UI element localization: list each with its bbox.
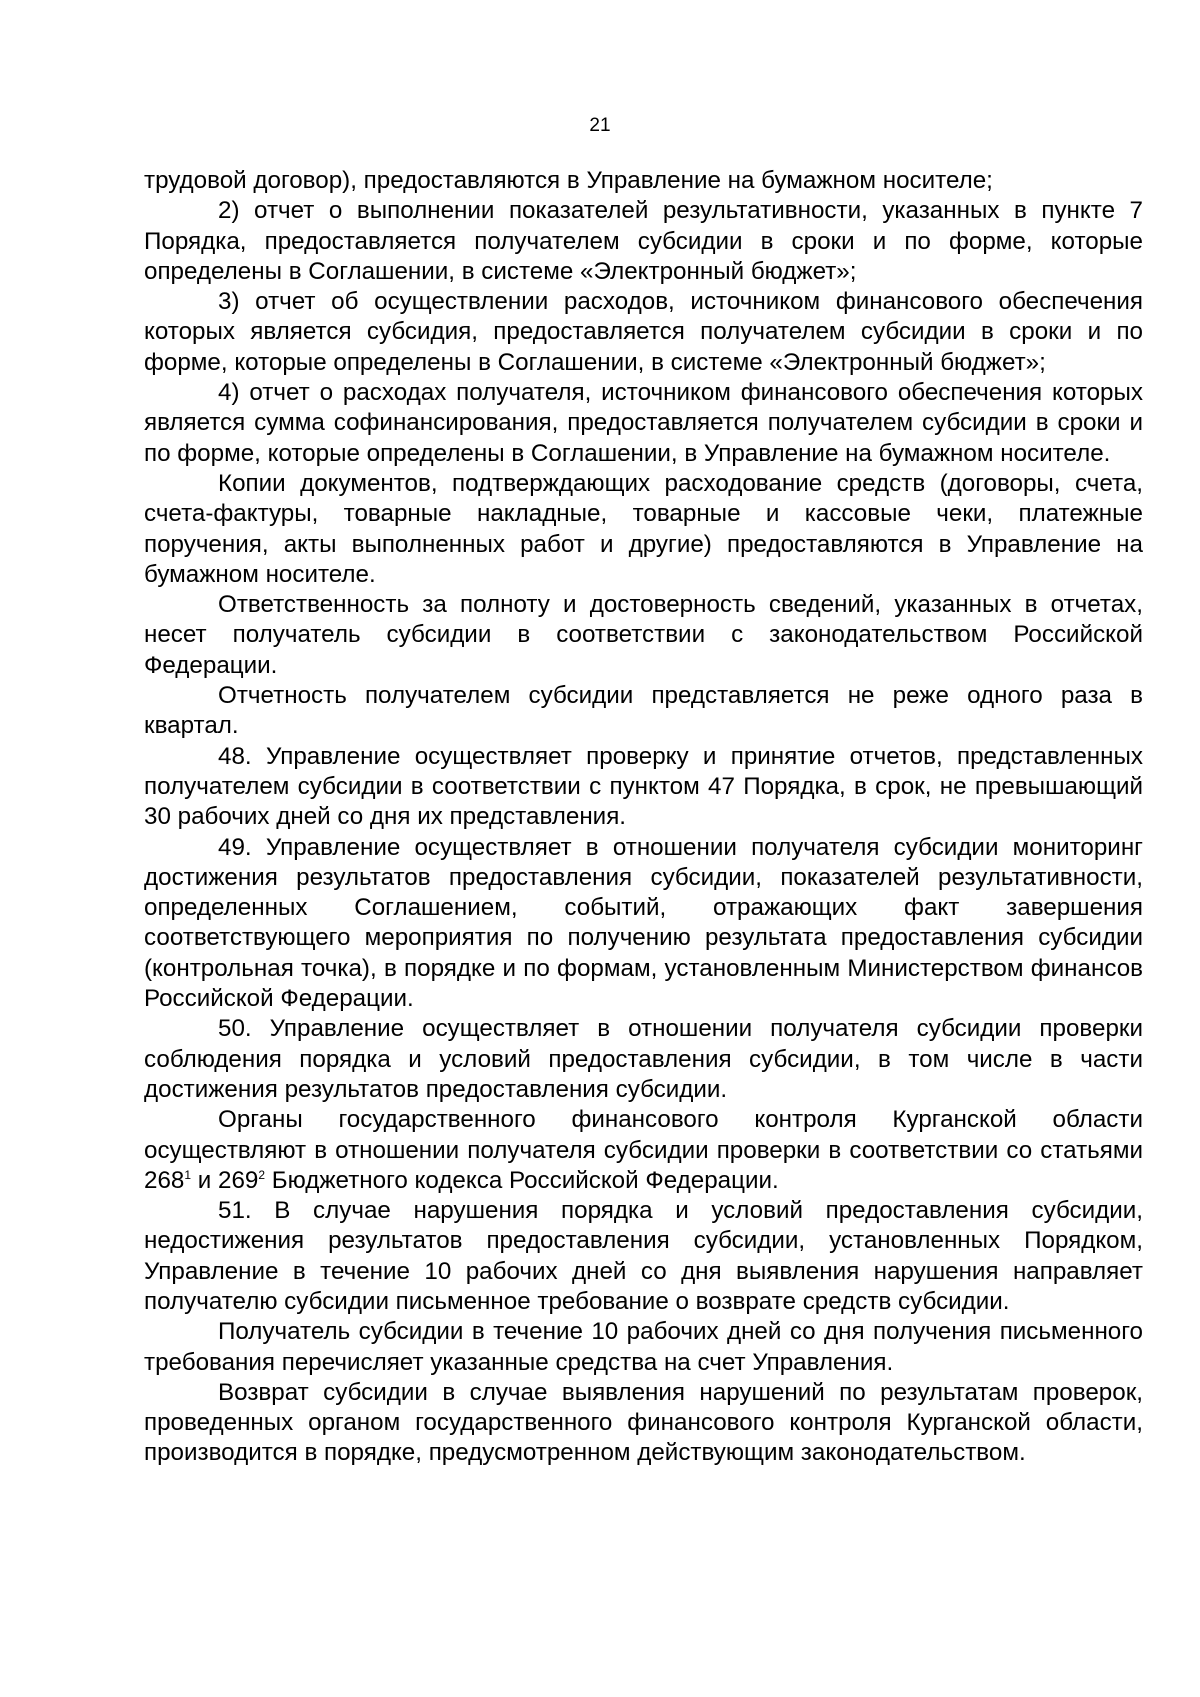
paragraph-document-copies: Копии документов, подтверждающих расходование средств (договоры, счета, счета-фактуры, товарные накладные, товарные и кассовые чеки, платежные поручения, акты выполненных работ и другие) предоставляются в Управление на бумажном носителе.: [144, 469, 1143, 588]
paragraph-item-2-report: 2) отчет о выполнении показателей результативности, указанных в пункте 7 Порядка, предоставляется получателем субсидии в сроки и по форме, которые определены в Соглашении, в системе «Электронный бюджет»;: [144, 197, 1143, 285]
paragraph-refund-deadline: Получатель субсидии в течение 10 рабочих дней со дня получения письменного требования перечисляет указанные средства на счет Управления.: [144, 1318, 1143, 1376]
document-body: [144, 166, 1143, 1469]
paragraph-49: 49. Управление осуществляет в отношении получателя субсидии мониторинг достижения результатов предоставления субсидии, показателей результативности, определенных Соглашением, событий, отражающих факт завершения соответствующего мероприятия по получению результата предоставления субсидии (контрольная точка), в порядке и по формам, установленным Министерством финансов Российской Федерации.: [144, 833, 1143, 1013]
paragraph-responsibility: Ответственность за полноту и достоверность сведений, указанных в отчетах, несет получатель субсидии в соответствии с законодательством Российской Федерации.: [144, 591, 1143, 679]
page-number: 21: [589, 115, 611, 136]
control-text-after: Бюджетного кодекса Российской Федерации.: [265, 1166, 779, 1194]
paragraph-51: 51. В случае нарушения порядка и условий предоставления субсидии, недостижения результатов предоставления субсидии, установленных Порядком, Управление в течение 10 рабочих дней со дня выявления нарушения направляет получателю субсидии письменное требование о возврате средств субсидии.: [144, 1197, 1143, 1315]
paragraph-48: 48. Управление осуществляет проверку и принятие отчетов, представленных получателем субсидии в соответствии с пунктом 47 Порядка, в срок, не превышающий 30 рабочих дней со дня их представления.: [144, 742, 1143, 831]
paragraph-refund-audit: Возврат субсидии в случае выявления нарушений по результатам проверок, проведенных органом государственного финансового контроля Курганской области, производится в порядке, предусмотренном действующим законодательством.: [144, 1378, 1143, 1467]
control-text-middle: и 269: [191, 1166, 259, 1194]
paragraph-item-4-report: 4) отчет о расходах получателя, источником финансового обеспечения которых является сумма софинансирования, предоставляется получателем субсидии в сроки и по форме, которые определены в Соглашении, в Управление на бумажном носителе.: [144, 379, 1143, 467]
control-text-before: Органы государственного финансового контроля Курганской области осуществляют в отношении получателя субсидии проверки в соответствии со статьями 268: [144, 1106, 1143, 1194]
article-superscript-1: 1: [184, 1167, 192, 1182]
paragraph-continuation: трудовой договор), предоставляются в Управление на бумажном носителе;: [144, 167, 993, 194]
paragraph-financial-control: [144, 1105, 1143, 1196]
paragraph-reporting-frequency: Отчетность получателем субсидии представляется не реже одного раза в квартал.: [144, 682, 1143, 740]
paragraph-item-3-report: 3) отчет об осуществлении расходов, источником финансового обеспечения которых является субсидия, предоставляется получателем субсидии в сроки и по форме, которые определены в Соглашении, в системе «Электронный бюджет»;: [144, 288, 1143, 376]
paragraph-50: 50. Управление осуществляет в отношении получателя субсидии проверки соблюдения порядка и условий предоставления субсидии, в том числе в части достижения результатов предоставления субсидии.: [144, 1015, 1143, 1103]
article-superscript-2: 2: [258, 1167, 266, 1182]
